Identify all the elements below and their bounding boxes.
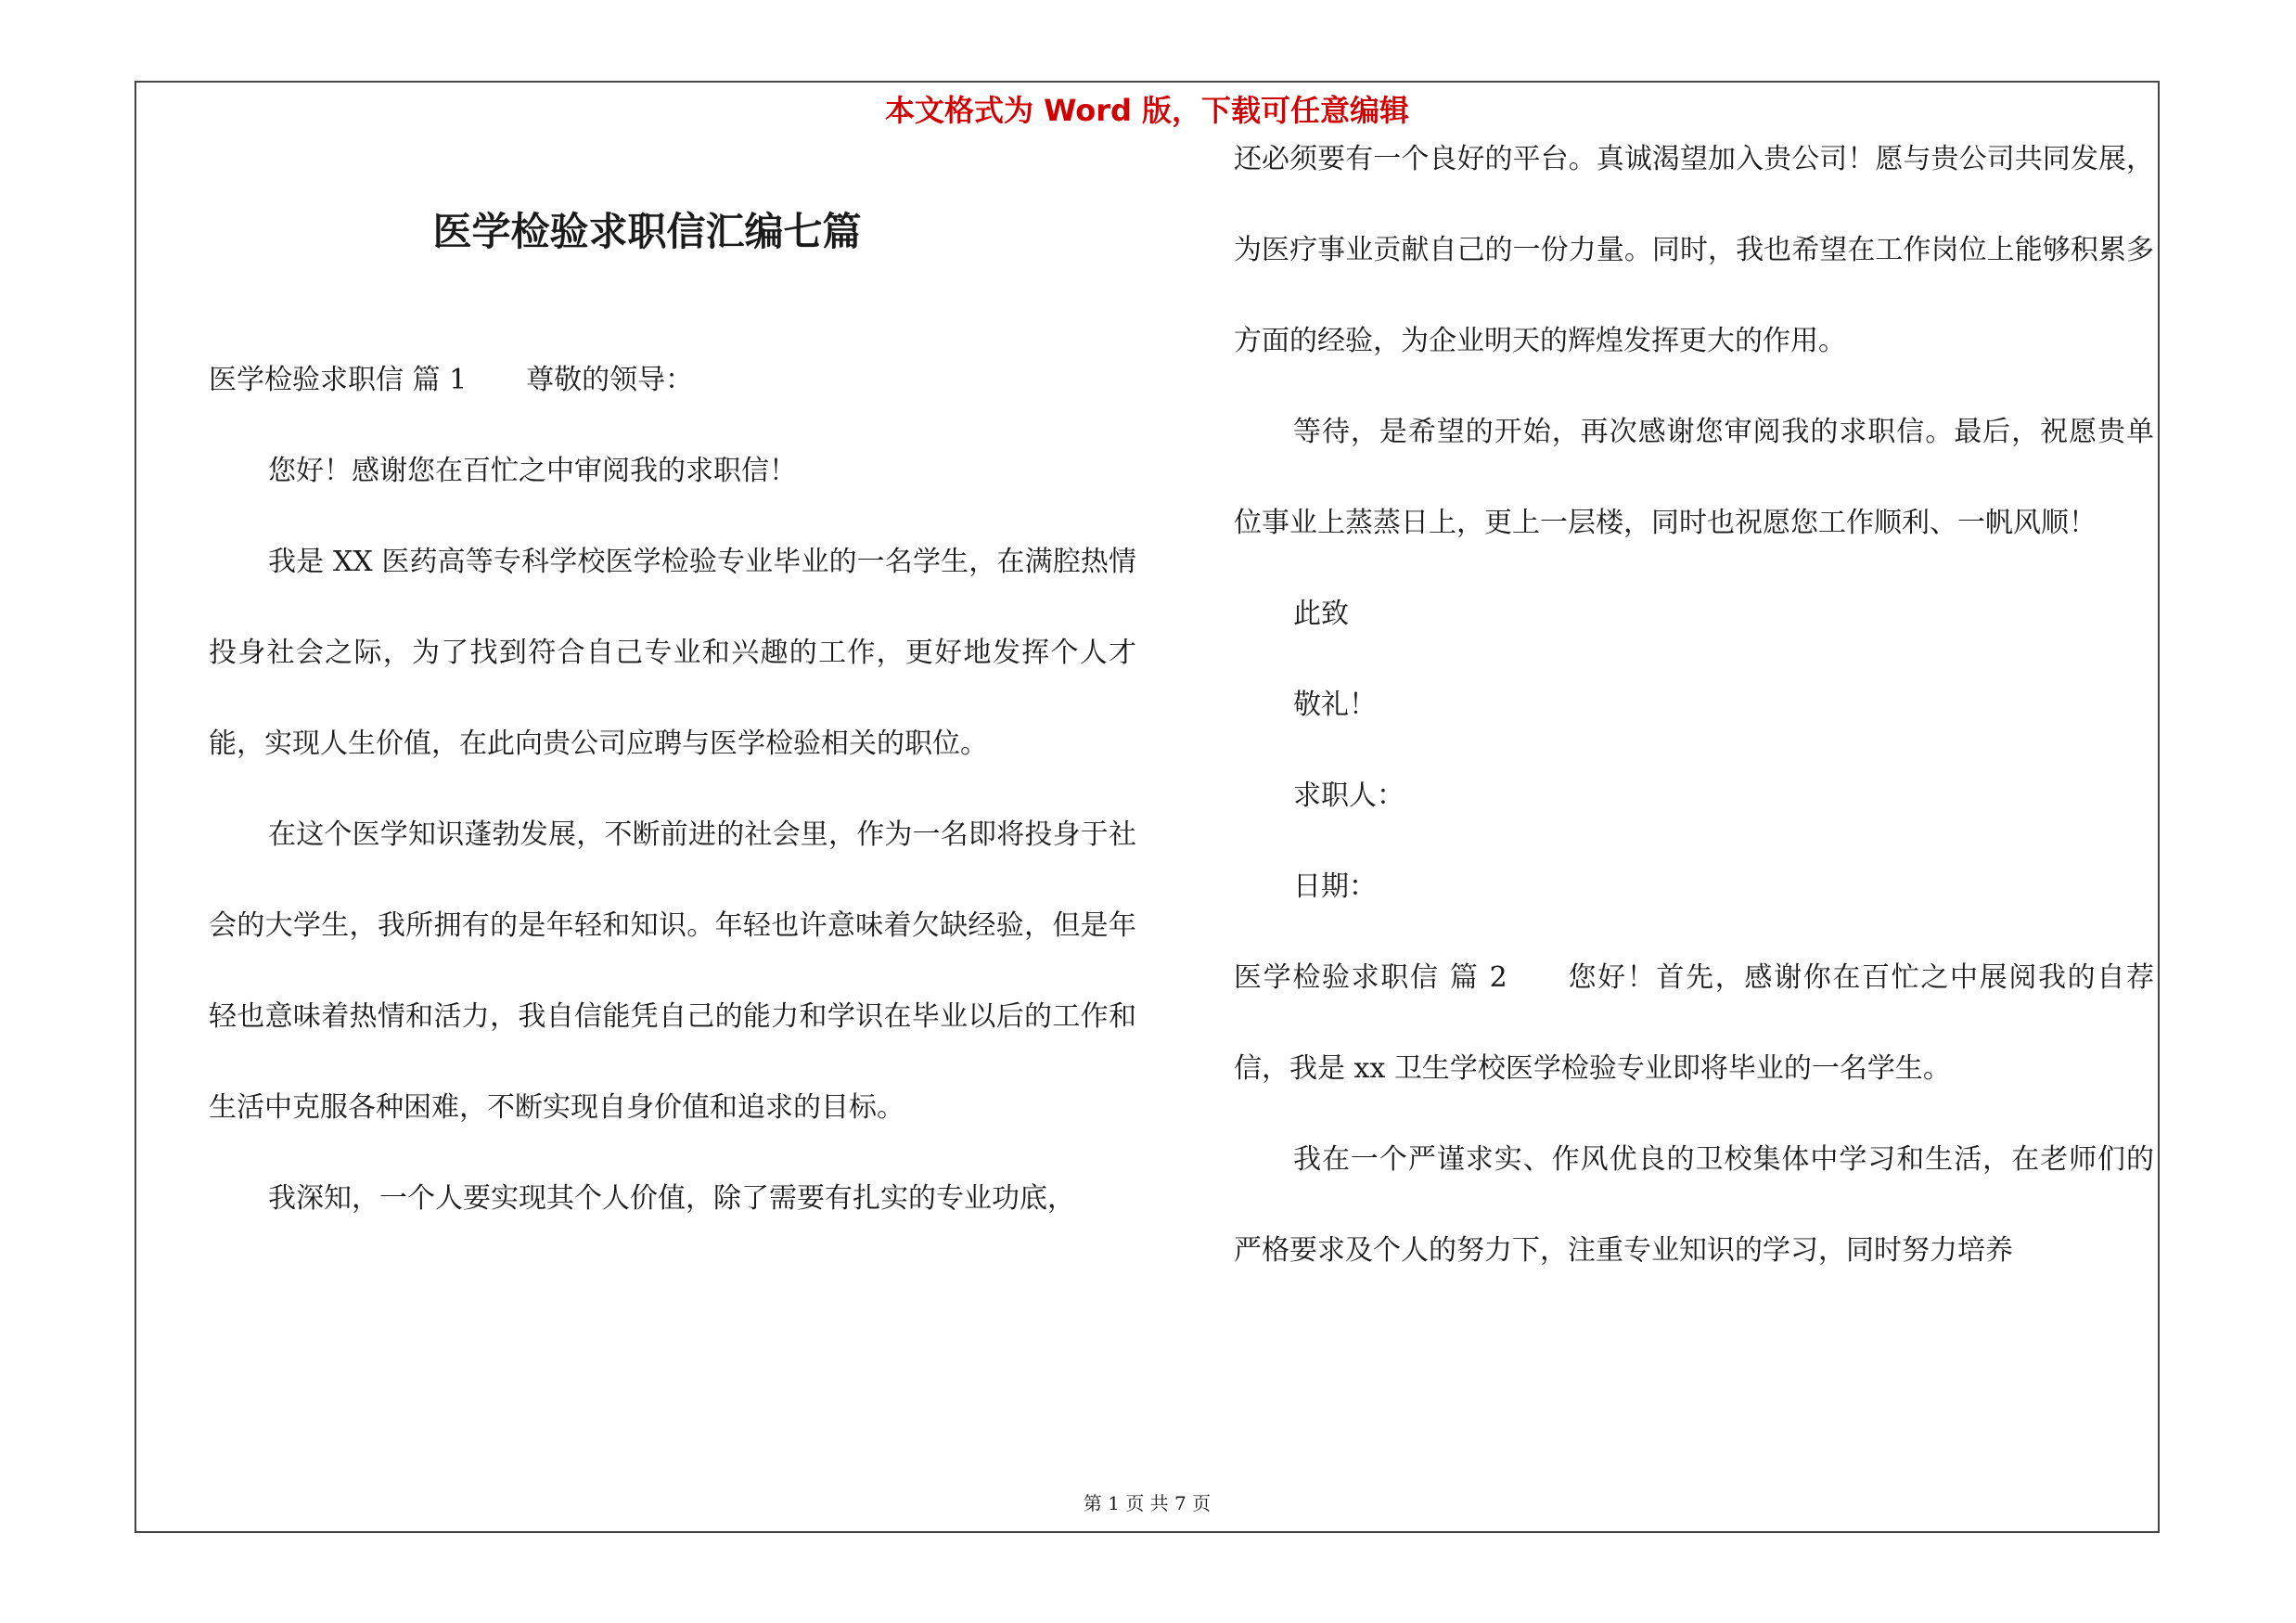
paragraph: 我是 XX 医药高等专科学校医学检验专业毕业的一名学生，在满腔热情投身社会之际，为了找到符合自己专业和兴趣的工作，更好地发挥个人才能，实现人生价值，在此向贵公司应聘与医学检验相关的职位。 bbox=[209, 546, 1136, 760]
paragraph: 您好！感谢您在百忙之中审阅我的求职信！ bbox=[268, 455, 797, 487]
section-2-opening: 您好！首先，感谢你在百忙之中展阅我的自荐信，我是 xx 卫生学校医学检验专业即将毕业的一名学生。 bbox=[1234, 961, 2154, 1085]
closing-line: 敬礼！ bbox=[1293, 689, 1377, 721]
paragraph-continued: 还必须要有一个良好的平台。真诚渴望加入贵公司！愿与贵公司共同发展，为医疗事业贡献自己的一份力量。同时，我也希望在工作岗位上能够积累多方面的经验，为企业明天的辉煌发挥更大的作用。 bbox=[1234, 143, 2154, 357]
page-indicator: 第 1 页 共 7 页 bbox=[1083, 1492, 1212, 1514]
page-frame bbox=[135, 81, 2160, 1533]
closing-line: 此致 bbox=[1293, 598, 1349, 630]
paragraph: 在这个医学知识蓬勃发展，不断前进的社会里，作为一名即将投身于社会的大学生，我所拥有的是年轻和知识。年轻也许意味着欠缺经验，但是年轻也意味着热情和活力，我自信能凭自己的能力和学识在毕业以后的工作和生活中克服各种困难，不断实现自身价值和追求的目标。 bbox=[209, 818, 1136, 1124]
right-column bbox=[1234, 114, 2154, 1296]
left-column bbox=[209, 335, 1136, 1244]
salutation: 尊敬的领导： bbox=[526, 364, 694, 396]
section-1-heading-line bbox=[209, 335, 1136, 426]
signer-label: 求职人： bbox=[1293, 779, 1405, 812]
format-notice-banner: 本文格式为 Word 版，下载可任意编辑 bbox=[884, 93, 1410, 128]
paragraph: 等待，是希望的开始，再次感谢您审阅我的求职信。最后，祝愿贵单位事业上蒸蒸日上，更上一层楼，同时也祝愿您工作顺利、一帆风顺！ bbox=[1234, 416, 2154, 539]
document-title: 医学检验求职信汇编七篇 bbox=[432, 209, 862, 254]
paragraph: 我在一个严谨求实、作风优良的卫校集体中学习和生活，在老师们的严格要求及个人的努力下，注重专业知识的学习，同时努力培养 bbox=[1234, 1143, 2154, 1267]
section-2-heading-line bbox=[1234, 933, 2154, 1114]
date-label: 日期： bbox=[1293, 870, 1377, 903]
section-1-heading: 医学检验求职信 篇 1 bbox=[209, 364, 468, 396]
paragraph: 我深知，一个人要实现其个人价值，除了需要有扎实的专业功底， bbox=[268, 1182, 1075, 1215]
section-2-heading: 医学检验求职信 篇 2 bbox=[1234, 961, 1507, 994]
